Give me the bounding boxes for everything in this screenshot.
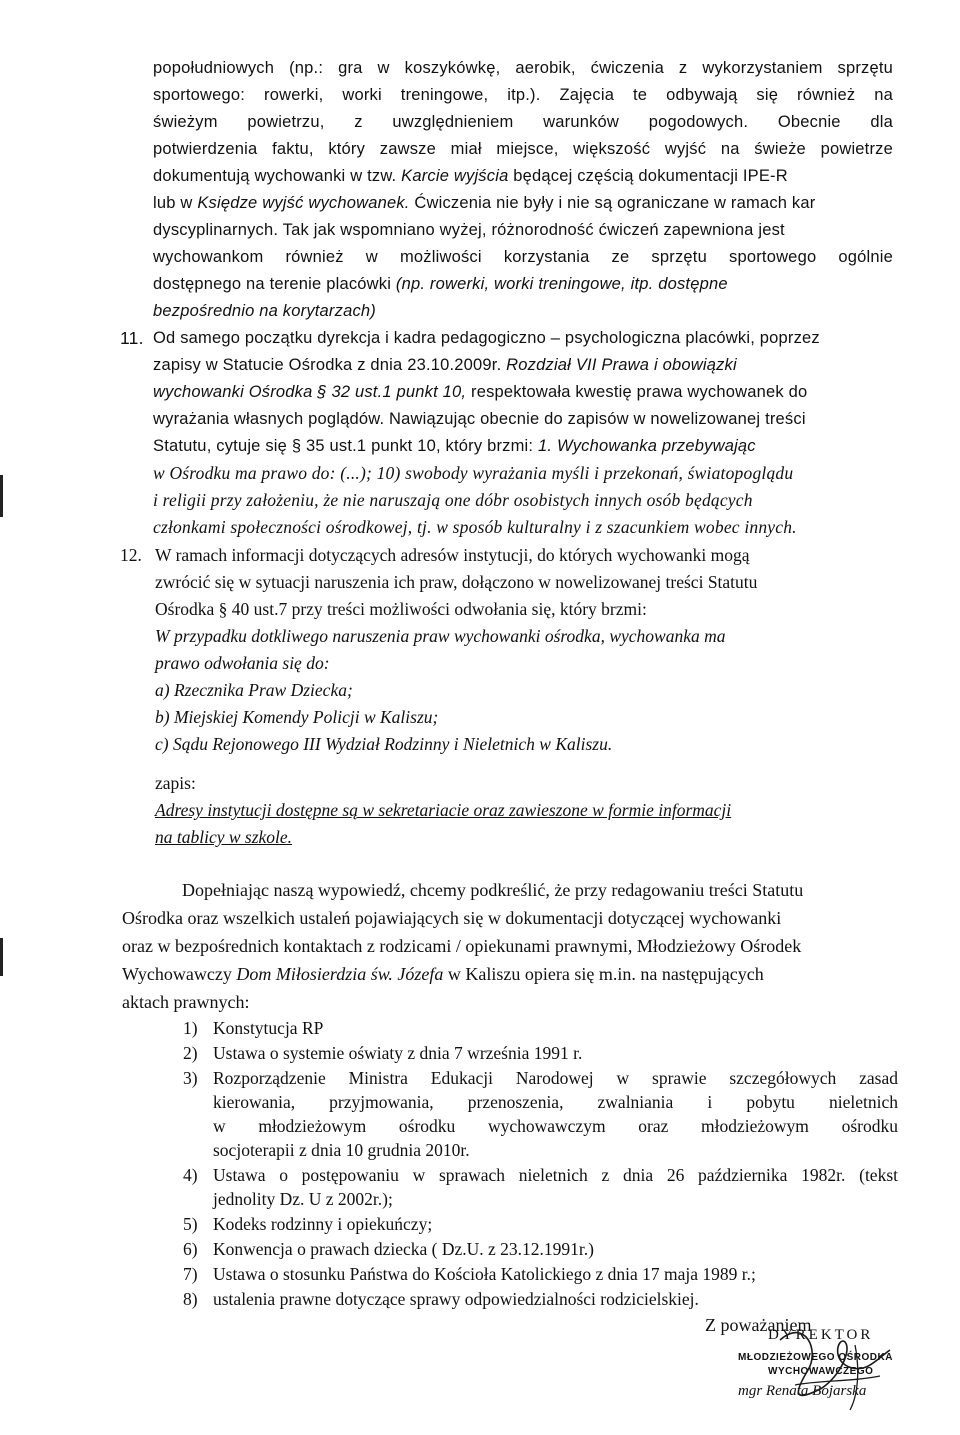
emphasis: Księdze wyjść wychowanek. — [197, 194, 410, 212]
paragraph-item-11 — [153, 325, 893, 541]
text-line: zapisy w Statucie Ośrodka z dnia 23.10.2009r. Rozdział VII Prawa i obowiązki — [153, 356, 737, 374]
text-line: Od samego początku dyrekcja i kadra pedagogiczno – psychologiczna placówki, poprzez — [153, 329, 820, 347]
emphasis: Karcie wyjścia — [401, 167, 509, 185]
text-line: W ramach informacji dotyczących adresów instytucji, do których wychowanki mogą — [155, 545, 750, 565]
text-line: w Ośrodku ma prawo do: (...); 10) swobody wyrażania myśli i przekonań, światopoglądu — [153, 463, 794, 483]
text-line: popołudniowych (np.: gra w koszykówkę, aerobik, ćwiczenia z wykorzystaniem sprzętu — [153, 59, 893, 77]
text-line: prawo odwołania się do: — [155, 653, 330, 673]
text-line: oraz w bezpośrednich kontaktach z rodzicami / opiekunami prawnymi, Młodzieżowy Ośrodek — [122, 936, 802, 956]
text-line: dostępnego na terenie placówki (np. rowerki, worki treningowe, itp. dostępne — [153, 275, 728, 293]
list-number: 12. — [120, 545, 142, 565]
zapis-label: zapis: — [155, 773, 196, 793]
paragraph-sport-activities — [153, 55, 893, 325]
legal-act-text: Konwencja o prawach dziecka ( Dz.U. z 23.12.1991r.) — [213, 1239, 594, 1259]
legal-act-number: 6) — [183, 1239, 198, 1259]
stamp-institution-line2: WYCHOWAWCZEGO — [768, 1366, 874, 1377]
text-line: dokumentują wychowanki w tzw. Karcie wyjścia będącej częścią dokumentacji IPE-R — [153, 167, 788, 185]
legal-act-number: 8) — [183, 1289, 198, 1309]
signature-block — [700, 1315, 940, 1425]
text-line: dyscyplinarnych. Tak jak wspomniano wyżej, różnorodność ćwiczeń zapewniona jest — [153, 221, 785, 239]
legal-act-number: 4) — [183, 1165, 198, 1185]
legal-act-number: 7) — [183, 1264, 198, 1284]
text-line: wyrażania własnych poglądów. Nawiązując obecnie do zapisów w nowelizowanej treści — [153, 410, 806, 428]
legal-act-item — [183, 1163, 898, 1211]
emphasis: Rozdział VII Prawa i obowiązki — [506, 356, 737, 374]
text-line: zwrócić się w sytuacji naruszenia ich praw, dołączono w nowelizowanej treści Statutu — [155, 572, 758, 592]
legal-act-number: 2) — [183, 1043, 198, 1063]
text-line: bezpośrednio na korytarzach) — [153, 302, 376, 320]
legal-act-text: ustalenia prawne dotyczące sprawy odpowiedzialności rodzicielskiej. — [213, 1289, 699, 1309]
institution-a: a) Rzecznika Praw Dziecka; — [155, 680, 353, 700]
text-line: i religii przy założeniu, że nie naruszają one dóbr osobistych innych osób będących — [153, 490, 753, 510]
list-number: 11. — [120, 328, 144, 348]
text-line: Statutu, cytuje się § 35 ust.1 punkt 10, który brzmi: 1. Wychowanka przebywając — [153, 437, 756, 455]
legal-act-item — [183, 1016, 898, 1040]
legal-act-item — [183, 1066, 898, 1162]
text-line: wychowanki Ośrodka § 32 ust.1 punkt 10, respektowała kwestię prawa wychowanek do — [153, 383, 808, 401]
legal-act-number: 5) — [183, 1214, 198, 1234]
legal-act-text: socjoterapii z dnia 10 grudnia 2010r. — [213, 1140, 470, 1160]
legal-act-item — [183, 1212, 898, 1236]
legal-act-text: Ustawa o postępowaniu w sprawach nieletnich z dnia 26 października 1982r. (tekst — [213, 1165, 898, 1185]
legal-act-text: Ustawa o systemie oświaty z dnia 7 września 1991 r. — [213, 1043, 583, 1063]
stamp-title: DYREKTOR — [768, 1327, 874, 1343]
legal-act-number: 3) — [183, 1068, 198, 1088]
text-line: członkami społeczności ośrodkowej, tj. w sposób kulturalny i z szacunkiem wobec innych. — [153, 517, 797, 537]
scan-edge-mark — [0, 938, 3, 976]
legal-act-item — [183, 1041, 898, 1065]
emphasis: 1. Wychowanka przebywając — [538, 437, 756, 455]
institution-name: Dom Miłosierdzia św. Józefa — [236, 964, 444, 984]
paragraph-closing — [122, 876, 895, 1016]
emphasis: wychowanki Ośrodka § 32 ust.1 punkt 10, — [153, 383, 467, 401]
text-line: sportowego: rowerki, worki treningowe, itp.). Zajęcia te odbywają się również na — [153, 86, 893, 104]
stamp-institution-line1: MŁODZIEŻOWEGO OŚRODKA — [738, 1352, 893, 1363]
closing-greeting: Z poważaniem — [705, 1315, 812, 1335]
text-line: na tablicy w szkole. — [155, 827, 293, 847]
text-line: lub w Księdze wyjść wychowanek. Ćwiczenia nie były i nie są ograniczane w ramach kar — [153, 194, 816, 212]
text-line: W przypadku dotkliwego naruszenia praw wychowanki ośrodka, wychowanka ma — [155, 626, 726, 646]
legal-act-item — [183, 1262, 898, 1286]
handwritten-signature — [760, 1310, 910, 1420]
emphasis: (np. rowerki, worki treningowe, itp. dostępne — [395, 275, 728, 293]
stamp-director-name: mgr Renata Bojarska — [738, 1383, 867, 1399]
text-line: Dopełniając naszą wypowiedź, chcemy podkreślić, że przy redagowaniu treści Statutu — [182, 880, 804, 900]
text-line: aktach prawnych: — [122, 992, 250, 1012]
institution-c: c) Sądu Rejonowego III Wydział Rodzinny i Nieletnich w Kaliszu. — [155, 734, 613, 754]
zapis-text — [155, 797, 895, 851]
text-line: Adresy instytucji dostępne są w sekretariacie oraz zawieszone w formie informacji — [155, 800, 732, 820]
text-line: potwierdzenia faktu, który zawsze miał miejsce, większość wyjść na świeże powietrze — [153, 140, 893, 158]
legal-act-text: Konstytucja RP — [213, 1018, 324, 1038]
paragraph-item-12 — [155, 542, 895, 758]
text-line: wychowankom również w możliwości korzystania ze sprzętu sportowego ogólnie — [153, 248, 893, 266]
legal-act-text: w młodzieżowym ośrodku wychowawczym oraz młodzieżowym ośrodku — [213, 1116, 898, 1136]
legal-act-text: Ustawa o stosunku Państwa do Kościoła Katolickiego z dnia 17 maja 1989 r.; — [213, 1264, 756, 1284]
text-line: świeżym powietrzu, z uwzględnieniem warunków pogodowych. Obecnie dla — [153, 113, 893, 131]
legal-acts-list — [183, 1016, 898, 1312]
legal-act-number: 1) — [183, 1018, 198, 1038]
text-line: Ośrodka oraz wszelkich ustaleń pojawiających się w dokumentacji dotyczącej wychowanki — [122, 908, 782, 928]
legal-act-item — [183, 1287, 898, 1311]
legal-act-text: Kodeks rodzinny i opiekuńczy; — [213, 1214, 433, 1234]
text-line: Wychowawczy Dom Miłosierdzia św. Józefa w Kaliszu opiera się m.in. na następujących — [122, 964, 764, 984]
legal-act-item — [183, 1237, 898, 1261]
text-line: Ośrodka § 40 ust.7 przy treści możliwości odwołania się, który brzmi: — [155, 599, 647, 619]
legal-act-text: kierowania, przyjmowania, przenoszenia, zwalniania i pobytu nieletnich — [213, 1092, 898, 1112]
institution-b: b) Miejskiej Komendy Policji w Kaliszu; — [155, 707, 439, 727]
legal-act-text: jednolity Dz. U z 2002r.); — [213, 1189, 393, 1209]
scan-edge-mark — [0, 475, 3, 517]
legal-act-text: Rozporządzenie Ministra Edukacji Narodowej w sprawie szczegółowych zasad — [213, 1068, 898, 1088]
